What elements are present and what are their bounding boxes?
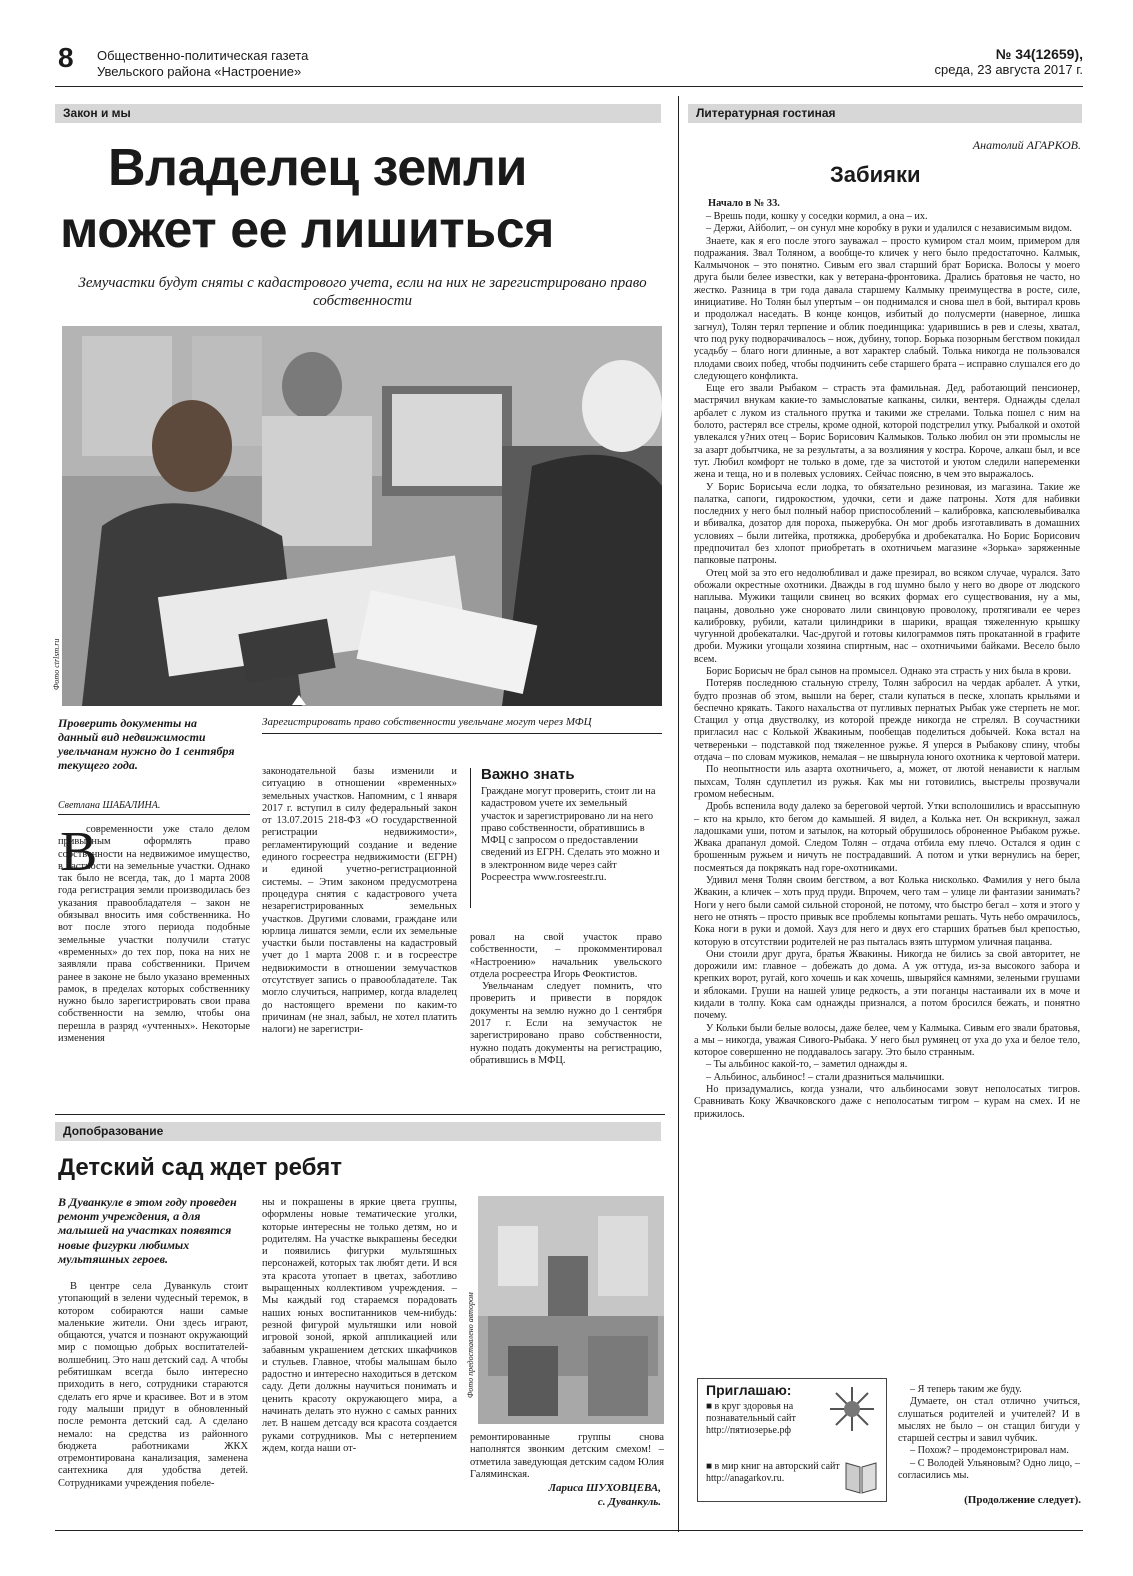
story-paragraph: Потеряв последнюю стальную стрелу, Толян забросил на чердак арбалет. А утки, будто прознав об этом, вышли на берег, стали купаться в песке, хлопать крыльями и беспечно крякать. Такого нахальства от пугливых пернатых Рыбак уже стерпеть не мог. Стащил у отца двустволку, из которой прежде никогда не стрелял. В соучастники пригласил нас с Колькой Жвакиным, пообещав поделиться добычей. Кока встал на четвереньки – подставкой под тяжеленное ружье. Я уперся в Рыбакову спину, чтобы отдача – по словам мужиков, немалая – не швырнула юного охотника к чертовой матери. xyxy=(694,678,1081,764)
kindergarten-author: Лариса ШУХОВЦЕВА, xyxy=(548,1482,661,1494)
story-paragraph: Они стоили друг друга, братья Жвакины. Никогда не бились за свой авторитет, не дорожили им: главное – добежать до дома. А уж оттуда, из-за высокого забора и крепких ворот, ругай, кого хочешь и как хочешь, швыряйся камнями, зелеными грушами и яблоками. Груши на нашей улице редкость, а эти поганцы настаивали их в моче и кидали в толпу. Кока сам однажды признался, а потом бросился бежать, и понятно почему. xyxy=(694,948,1080,1022)
promo-item-text: в круг здоровья на познавательный сайт http://пятиозерье.рф xyxy=(706,1401,796,1436)
promo-item-health[interactable] xyxy=(706,1401,818,1437)
story-paragraph: Отец мой за это его недолюбливал и даже презирал, во всяком случае, чурался. Зато обожали окрестные охотники. Дважды в год шумно было у него во дворе от людского наплыва. Мужики тащили свинец во всяких формах его существования, ну а мы, пацаны, довольно уже сноровато лили свинцовую проволоку, протягивали ее через калибровку, рубили, катали цилиндрики в шарики, вращая тяжеленную крышку чугунной дробекаталки. Час-другой и готовы килограммов пять прокатанной в графите дроби. Мужики угощали хозяина спиртным, нас – охотничьими байками. Весело было всем. xyxy=(694,567,1080,665)
kindergarten-photo-credit: Фото предоставлено автором xyxy=(466,1292,475,1398)
bullet-icon: ■ xyxy=(706,1461,715,1472)
story-start-note: Начало в № 33. xyxy=(708,198,780,209)
story-title: Забияки xyxy=(830,162,921,187)
kindergarten-column-2 xyxy=(262,1197,457,1455)
story-side-paragraph: – С Володей Ульяновым? Одно лицо, – согласились мы. xyxy=(898,1457,1080,1482)
column-divider xyxy=(678,96,679,1532)
kindergarten-lead: В Дуванкуле в этом году проведен ремонт учреждения, а для малышей на участках появятся новые фигурки любимых мультяшных героев. xyxy=(58,1195,237,1266)
kindergarten-author-place: с. Дуванкуль. xyxy=(597,1496,661,1508)
caption-rule xyxy=(262,733,662,734)
author-name: Светлана ШАБАЛИНА. xyxy=(58,800,161,811)
rubric-law: Закон и мы xyxy=(55,104,661,123)
important-text: Граждане могут проверить, стоит ли на кадастровом учете их земельный участок и зарегистрировано ли на него право собственности, обратившись в МФЦ с запросом о предоставлении сведений из ЕГРН. Сделать это можно и в электронном виде через сайт Росреестра www.rosreestr.ru. xyxy=(481,786,660,884)
header-rule xyxy=(55,86,1083,87)
issue-number: № 34(12659), xyxy=(995,46,1083,62)
kindergarten-column-3 xyxy=(470,1432,664,1481)
law-paragraph-2: законодательной базы изменили и ситуацию в отношении «временных» земельных участков. Напомним, с 1 января 2017 г. вступил в силу федеральный закон от 13.07.2015 218-ФЗ «О государственной регистрации недвижимости», регламентирующий создание и ведение единого госреестра недвижимости (ЕГРН) и единой учетно-регистрационной системы. – Этим законом предусмотрена процедура снятия с кадастрового учета незарегистрированных земельных участков. Другими словами, граждане или юрлица лишатся земли, если их земельные участки были поставлены на кадастровый учет до 1 марта 2008 г. и в госреестре недвижимости в отношении земучастков отсутствует запись о правообладателе. Так могло случиться, например, когда владелец до настоящего времени по каким-то причинам (не знал, забыл, не хотел платить налоги) не зарегистри- xyxy=(262,766,457,1036)
story-paragraph: Знаете, как я его после этого зауважал – просто кумиром стал моим, примером для подражания. Звал Толяном, а вообще-то кличек у него было предостаточно. Калмык, Калмычонок – это понятно. Сивым его звал старший брат Бориска. Волосы у моего друга были белее известки, как у ветерана-фронтовика. Дрались братовья не часто, но жестко. Разница в три года давала старшему Калмыку преимущества в росте, силе, инициативе. Но Толян был упертым – он поднимался и снова шел в бой, вытирал кровь и продолжал наседать. В конце концов, избитый до полусмерти (наверное, лишка загнул), Толян терял терпение и облик поединщика: ударившись в рев и слезы, хватал, что под руку подворачивалось – нож, дубину, топор. Борька позорным бегством покидал усадьбу – благо ноги длинные, а вот характер слабый. Толька никогда не пользовался плодами своих побед, чтобы подчинить себе старшего брата – исправно слушался его до следующего конфликта. xyxy=(694,235,1080,382)
issue-date: среда, 23 августа 2017 г. xyxy=(934,62,1083,77)
story-side-paragraph: – Я теперь таким же буду. xyxy=(910,1384,1022,1395)
page-bottom-rule xyxy=(55,1530,1083,1531)
book-icon xyxy=(844,1457,878,1495)
paper-name-line1: Общественно-политическая газета xyxy=(97,48,309,63)
story-paragraph: Дробь вспенила воду далеко за береговой чертой. Утки всполошились и врассыпную – кто на крыло, кто бегом до камышей. Я видел, а Колька нет. Он вскрикнул, зажал ладошками уши, потом и затылок, на который обрушилось оброненное Рыбаком ружье. Жвака драпанул домой. Следом Толян – отдача отбила ему плечо. Остался я один с брошенным ружьем и ничуть не пострадавший. А потом и утки вернулись на берег, посмеяться да покрякать над горе-охотниками. xyxy=(694,801,1080,874)
kindergarten-column-1 xyxy=(58,1281,248,1490)
law-paragraph-3: ровал на свой участок право собственности, – прокомментировал «Настроению» начальник увельского отдела росреестра Игорь Феоктистов. xyxy=(470,932,662,980)
story-side-paragraph: Думаете, он стал отлично учиться, слушаться родителей и учителей? И в мыслях не было – он стащил бигуди у старшей сестры и завил чубчик. xyxy=(898,1396,1080,1445)
promo-box xyxy=(697,1378,887,1502)
important-title: Важно знать xyxy=(481,766,575,783)
author-rule xyxy=(58,814,250,815)
headline-line2: может ее лишиться xyxy=(60,201,554,259)
law-column-2 xyxy=(262,766,457,1037)
promo-item-text: в мир книг на авторский сайт http://anagarkov.ru. xyxy=(706,1461,840,1484)
kindergarten-paragraph-2: ны и покрашены в яркие цвета группы, оформлены новые тематические уголки, которые интересны не только детям, но и родителям. На участке выкрашены беседки и появились фигурки мультяшных персонажей, которых так любят дети. И вся эта красота утопает в цветах, заботливо выращенных коллективом учреждения. – Мы каждый год стараемся порадовать наших юных воспитанников чем-нибудь: резной фигурой мультяшки или новой игровой зоной, яркой аппликацией или забавным украшением детских шкафчиков и стульев. Главное, чтобы малышам было радостно и интересно находиться в детском саду. Дети должны научиться понимать и ценить красоту окружающего мира, а начинать делать это нужно с самых ранних лет. В нашем детсаду вся красота создается руками сотрудников. Мы с нетерпением ждем, когда наши от- xyxy=(262,1197,457,1454)
section-divider xyxy=(55,1114,665,1115)
story-side-paragraph: – Похож? – продемонстрировал нам. xyxy=(910,1445,1069,1457)
story-paragraph: Борис Борисыч не брал сынов на промысел. Однако эта страсть у них была в крови. xyxy=(706,665,1072,677)
photo-pointer xyxy=(292,695,306,705)
law-paragraph-1: современности уже стало делом привычным оформлять право собственности на недвижимое имущество, в частности на земельные участки. Однако так было не всегда, так, до 1 марта 2008 года регистрация земли производилась без указания правообладателя – закон не обязывал вносить имя собственника. Но вот после этого периода подобные земельные участки получили статус «временных» до тех пор, пока на них не заявляли права собственники. Причем ранее в законе не было указано временных рамок, в пределах которых собственнику нужно было зарегистрировать свои права собственности на землю, чтобы она перешла в разряд «учтенных». Некоторые изменения xyxy=(58,824,250,1045)
photo-mfc xyxy=(62,326,662,706)
kindergarten-paragraph-1: В центре села Дуванкуль стоит утопающий в зелени чудесный теремок, в котором собираются наши самые маленькие жители. Они здесь играют, общаются, учатся и познают окружающий мир с помощью добрых воспитателей-волшебниц. Это наш детский сад. А чтобы ребятишкам всегда было интересно приходить в него, сотрудники стараются сделать его ярче и красивее. Вот и в этом году малыши придут в обновленный после ремонта детский сад. А сделано немало: на средства из районного бюджета работниками ЖКХ отремонтирована канализация, заменена сантехника для удобства детей. Сотрудниками учреждения побеле- xyxy=(58,1281,248,1489)
story-body xyxy=(694,211,1080,1121)
to-be-continued: (Продолжение следует). xyxy=(964,1494,1081,1506)
promo-decoration-icon xyxy=(826,1383,878,1435)
important-box-border xyxy=(470,768,471,908)
story-paragraph: По неопытности иль азарта охотничьего, а, может, от лютой ненависти к наглым пыхсам, Толян сдуплетил из ружья. Как мы ни готовились, выстрелы прозвучали громом небесным. xyxy=(694,764,1080,800)
photo-credit: Фото ctrlsm.ru xyxy=(52,638,61,690)
promo-title: Приглашаю: xyxy=(706,1382,792,1398)
side-caption: Проверить документы на данный вид недвижимости увельчанам нужно до 1 сентября текущего года. xyxy=(58,716,235,772)
story-paragraph: – Альбинос, альбинос! – стали дразниться мальчишки. xyxy=(706,1071,945,1083)
promo-item-books[interactable] xyxy=(706,1461,841,1485)
story-paragraph: Еще его звали Рыбаком – страсть эта фамильная. Дед, работающий пенсионер, мастрячил внукам какие-то замысловатые капканы, силки, вентеря. Однажды сделал арбалет с луком из стального прутка и такими же стрелами. Толька пошел с ним на болото, растерял все стрелы, кроме одной, которой подстрелил утку. Рыбалкой и охотой увлекался у?них отец – Борис Борисович Калмыков. Только любил он эти промыслы не за азарт добытчика, не за результаты, а за возлияния у костра. Короче, алкаш был, и все тут. Любил комфорт не только в доме, где за чистотой и уютом следили напеременки жена и теща, но и в полевых условиях. Сейчас поясню, в чем это выражалось. xyxy=(694,383,1080,481)
kindergarten-headline: Детский сад ждет ребят xyxy=(58,1154,342,1181)
page-number: 8 xyxy=(58,42,74,73)
story-paragraph: У Борис Борисыча если лодка, то обязательно резиновая, из магазина. Такие же палатка, сапоги, гидрокостюм, удочки, сети и даже патроны. Хотя для набивки последних у него был полный набор приспособлений – калибровка, капсюлевыбивалка и вбивалка, дозатор для пороха, пыжерубка. Он мог дробь изготавливать в домашних условиях – были литейка, протяжка, дроберубка и дробекаталка. Но Борис Борисович предпочитал без хлопот приобретать в охотничьем магазине «Зорька» заряженные папковые патроны. xyxy=(694,481,1080,567)
photo-caption: Зарегистрировать право собственности увельчане могут через МФЦ xyxy=(262,716,592,728)
photo-kindergarten xyxy=(478,1196,664,1424)
paper-name-line2: Увельского района «Настроение» xyxy=(97,64,302,79)
story-paragraph: – Держи, Айболит, – он сунул мне коробку в руки и удалился с независимым видом. xyxy=(706,223,1072,235)
story-paragraph: Но призадумались, когда узнали, что альбиносами зовут неполосатых тигров. Сравнивать Коку Жвачковского даже с неполосатым тигром – курам на смех. И не прижилось. xyxy=(694,1084,1080,1120)
story-paragraph: У Кольки были белые волосы, даже белее, чем у Калмыка. Сивым его звали братовья, а мы – никогда, уважая Сивого-Рыбака. У него был румянец от уха до уха и белое тело, которое совершенно не поддавалось загару. Это было странным. xyxy=(694,1022,1080,1059)
rubric-literature: Литературная гостиная xyxy=(688,104,1082,123)
story-author: Анатолий АГАРКОВ. xyxy=(972,138,1081,152)
drop-cap: В xyxy=(60,821,98,883)
story-paragraph: – Врешь поди, кошку у соседки кормил, а она – их. xyxy=(706,211,928,222)
rubric-education: Допобразование xyxy=(55,1122,661,1141)
law-column-1 xyxy=(58,821,250,1045)
bullet-icon: ■ xyxy=(706,1401,715,1412)
law-column-3 xyxy=(470,932,662,1067)
kindergarten-paragraph-3: ремонтированные группы снова наполнятся звонким детским смехом! – отметила заведующая детским садом Юлия Галяминская. xyxy=(470,1432,664,1480)
headline-line1: Владелец земли xyxy=(108,139,527,197)
law-paragraph-4: Увельчанам следует помнить, что проверить и привести в порядок документы на землю нужно до 1 сентября 2017 г. Если на земучасток не зарегистрировано право собственности, нужно подать документы на регистрацию, обратившись в МФЦ. xyxy=(470,981,662,1066)
story-paragraph: Удивил меня Толян своим бегством, а вот Колька нисколько. Фамилия у него была Жвакин, а кличек – хоть пруд пруди. Впрочем, чего там – улице ли фантазии занимать? Ноги у него были самой сильной стороной, не потому, что быстро бегал – хотя и этого у него не отнять – просто привык все проблемы копытами решать. Чуть небо омрачилось, Кока ноги в руки и домой. Хауз для него и двух его старших братьев был крепостью, которую в отсутствии родителей не раз пыталась взять штурмом уличная пацанва. xyxy=(694,875,1080,948)
story-side-text xyxy=(898,1384,1080,1482)
article-lead: Земучастки будут сняты с кадастрового учета, если на них не зарегистрировано право собственности xyxy=(78,275,647,309)
story-paragraph: – Ты альбинос какой-то, – заметил однажды я. xyxy=(706,1059,908,1071)
